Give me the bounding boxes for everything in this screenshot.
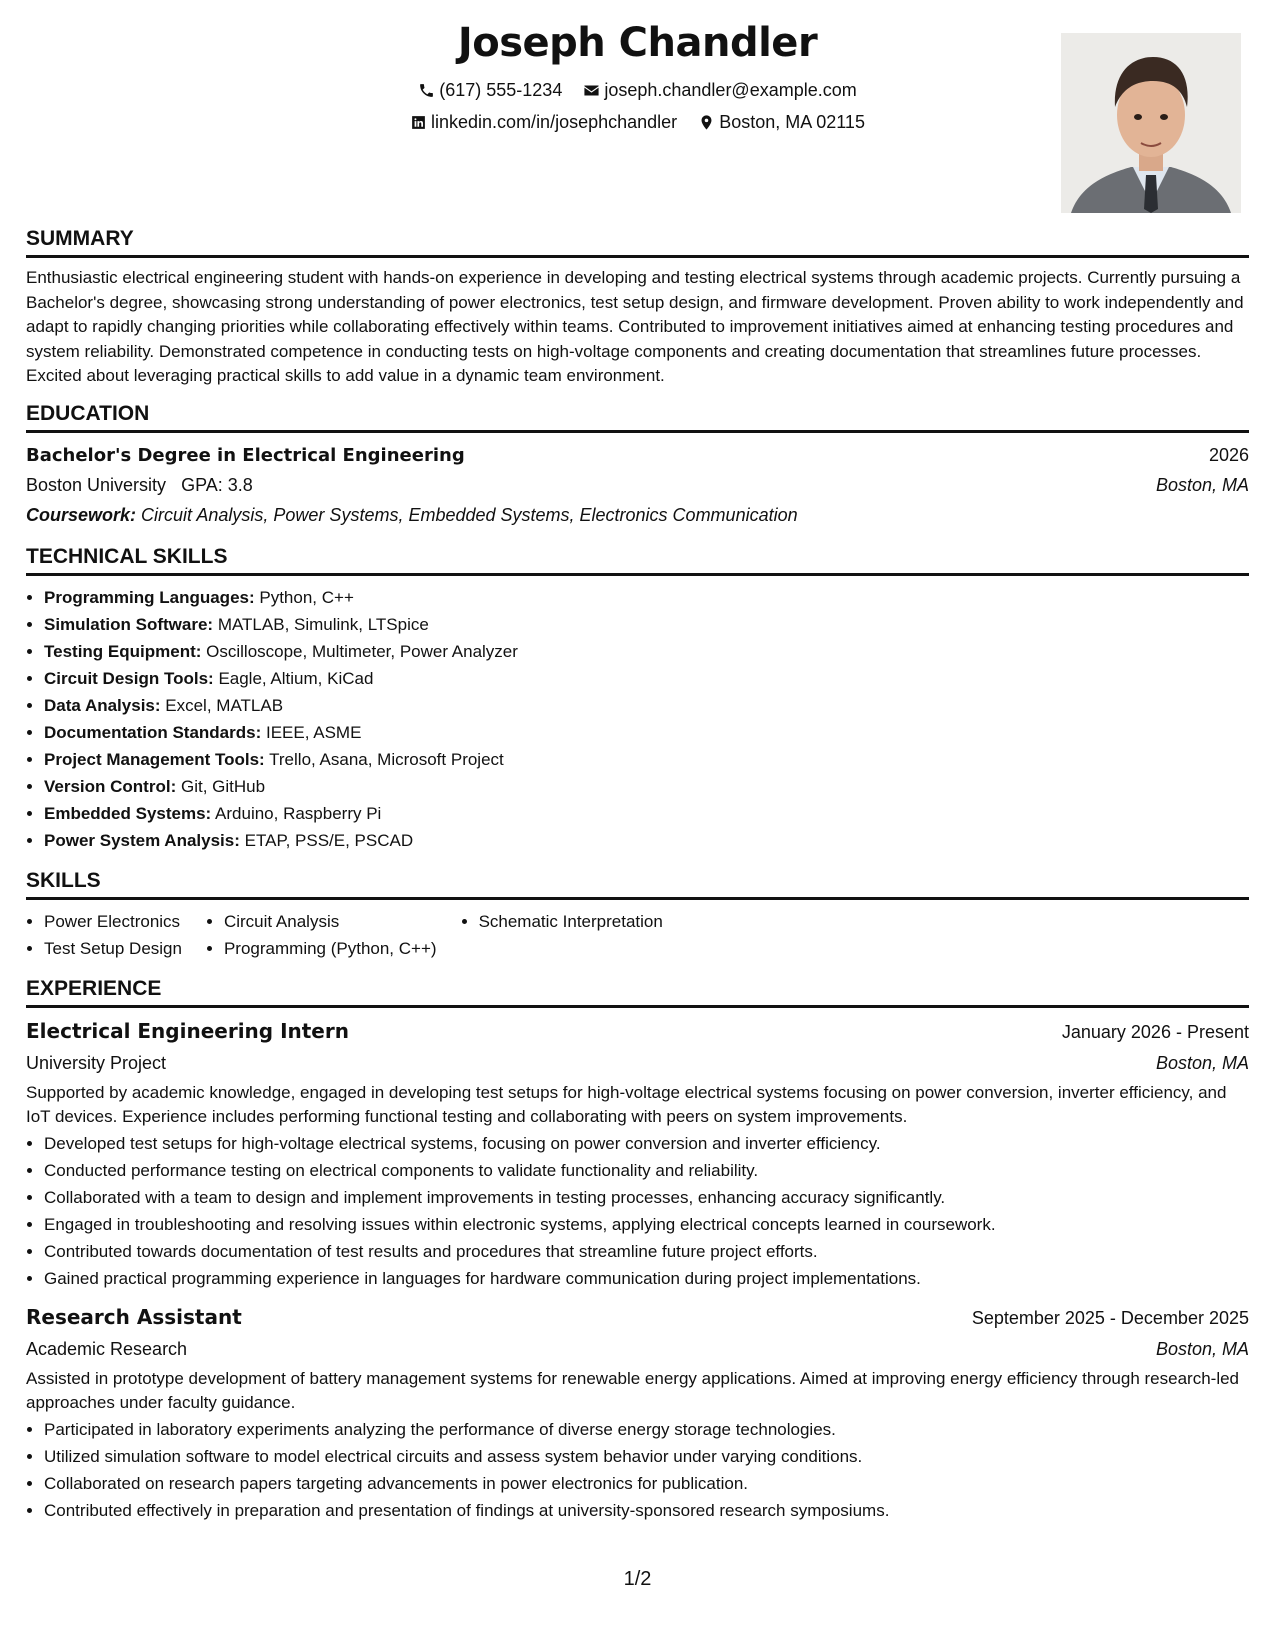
skills-column-1: [26, 908, 182, 962]
list-item: [44, 611, 1249, 638]
skill-label: Documentation Standards:: [44, 722, 262, 742]
list-item: • Utilized simulation software to model electrical circuits and assess system behavior under varying conditions.: [44, 1443, 1249, 1470]
skill-value: IEEE, ASME: [265, 722, 362, 742]
list-item: • Participated in laboratory experiments analyzing the performance of diverse energy storage technologies.: [44, 1416, 1249, 1443]
list-item: [44, 692, 1249, 719]
skill-value: Trello, Asana, Microsoft Project: [269, 749, 504, 769]
skill-label: Testing Equipment:: [44, 641, 202, 661]
profile-photo: [1061, 33, 1241, 213]
list-item: • Contributed effectively in preparation and presentation of findings at university-sponsored research symposiums.: [44, 1497, 1249, 1524]
gpa: GPA: 3.8: [181, 474, 253, 495]
list-item: [44, 827, 1249, 854]
list-item: [44, 665, 1249, 692]
list-item: • Programming (Python, C++): [224, 935, 437, 962]
list-item: • Collaborated on research papers targeting advancements in power electronics for publication.: [44, 1470, 1249, 1497]
location-text: Boston, MA 02115: [719, 112, 865, 132]
experience-heading: EXPERIENCE: [26, 976, 1249, 1008]
skill-value: MATLAB, Simulink, LTSpice: [217, 614, 429, 634]
job-org: Academic Research: [26, 1338, 188, 1359]
list-item: • Developed test setups for high-voltage electrical systems, focusing on power conversion and inverter efficiency.: [44, 1130, 1249, 1157]
list-item: • Conducted performance testing on electrical components to validate functionality and reliability.: [44, 1157, 1249, 1184]
skills-column-2: [206, 908, 437, 962]
technical-skills-section: [26, 544, 1249, 854]
coursework: [26, 500, 1249, 530]
skill-label: Power System Analysis:: [44, 830, 240, 850]
location-contact: [698, 112, 865, 133]
skill-label: Data Analysis:: [44, 695, 161, 715]
summary-heading: SUMMARY: [26, 226, 1249, 258]
list-item: • Engaged in troubleshooting and resolving issues within electronic systems, applying electrical concepts learned in coursework.: [44, 1211, 1249, 1238]
skill-value: Python, C++: [259, 587, 354, 607]
job-entry: [26, 1302, 1249, 1524]
list-item: [44, 584, 1249, 611]
summary-text: Enthusiastic electrical engineering student with hands-on experience in developing and testing electrical systems through academic projects. Currently pursuing a Bachelor's degree, showcasing strong understanding of power electronics, test setup design, and firmware development. Proven ability to work independently and adapt to rapidly changing priorities while collaborating effectively within teams. Contributed to improvement initiatives aimed at enhancing testing procedures and system reliability. Demonstrated competence in conducting tests on high-voltage components and creating documentation that streamlines future processes. Excited about leveraging practical skills to add value in a dynamic team environment.: [26, 268, 1244, 385]
skill-label: Circuit Design Tools:: [44, 668, 214, 688]
email-text: joseph.chandler@example.com: [604, 80, 857, 100]
job-title: Research Assistant: [26, 1304, 242, 1329]
list-item: [44, 746, 1249, 773]
skills-heading: SKILLS: [26, 868, 1249, 900]
education-heading: EDUCATION: [26, 401, 1249, 433]
envelope-icon: [583, 82, 600, 99]
skill-label: Version Control:: [44, 776, 177, 796]
experience-section: [26, 976, 1249, 1524]
skills-grid: [26, 908, 1249, 962]
email-contact[interactable]: [583, 80, 856, 101]
list-item: [44, 719, 1249, 746]
graduation-year: 2026: [1208, 444, 1249, 465]
coursework-list: Circuit Analysis, Power Systems, Embedded Systems, Electronics Communication: [141, 504, 798, 525]
list-item: • Contributed towards documentation of test results and procedures that streamline future project efforts.: [44, 1238, 1249, 1265]
skill-value: Eagle, Altium, KiCad: [218, 668, 374, 688]
list-item: [44, 800, 1249, 827]
list-item: • Collaborated with a team to design and implement improvements in testing processes, enhancing accuracy significantly.: [44, 1184, 1249, 1211]
list-item: • Power Electronics: [44, 908, 182, 935]
job-dates: September 2025 - December 2025: [971, 1307, 1249, 1328]
job-title: Electrical Engineering Intern: [26, 1018, 349, 1043]
school-name: Boston University: [26, 474, 167, 495]
skill-label: Embedded Systems:: [44, 803, 212, 823]
skills-column-3: [461, 908, 663, 962]
phone-contact: [418, 80, 562, 101]
candidate-name: Joseph Chandler: [457, 20, 818, 66]
degree-title: Bachelor's Degree in Electrical Engineering: [26, 444, 465, 466]
list-item: • Schematic Interpretation: [479, 908, 663, 935]
job-description: Assisted in prototype development of battery management systems for renewable energy applications. Aimed at improving energy efficiency through research-led approaches under faculty guidance.: [26, 1368, 1240, 1412]
list-item: [44, 773, 1249, 800]
linkedin-icon: [410, 114, 427, 131]
education-location: Boston, MA: [1155, 474, 1249, 495]
job-dates: January 2026 - Present: [1061, 1021, 1249, 1042]
job-location: Boston, MA: [1155, 1338, 1249, 1359]
phone-text: (617) 555-1234: [439, 80, 563, 100]
skill-value: Arduino, Raspberry Pi: [215, 803, 382, 823]
skill-label: Project Management Tools:: [44, 749, 265, 769]
linkedin-contact[interactable]: [410, 112, 677, 133]
skills-section: [26, 868, 1249, 962]
linkedin-text: linkedin.com/in/josephchandler: [431, 112, 678, 132]
list-item: • Test Setup Design: [44, 935, 182, 962]
job-bullets: [26, 1416, 1249, 1524]
skill-label: Simulation Software:: [44, 614, 214, 634]
education-section: [26, 401, 1249, 530]
coursework-label: Coursework:: [26, 504, 137, 525]
list-item: • Circuit Analysis: [224, 908, 437, 935]
job-entry: [26, 1016, 1249, 1292]
job-description: Supported by academic knowledge, engaged in developing test setups for high-voltage electrical systems focusing on power conversion, inverter efficiency, and IoT devices. Experience includes performing functional testing and collaborating with peers on system improvements.: [26, 1082, 1227, 1126]
technical-skills-heading: TECHNICAL SKILLS: [26, 544, 1249, 576]
list-item: [44, 638, 1249, 665]
map-pin-icon: [698, 114, 715, 131]
technical-skills-list: [26, 584, 1249, 854]
summary-section: [26, 226, 1249, 389]
list-item: • Gained practical programming experience in languages for hardware communication during project implementations.: [44, 1265, 1249, 1292]
phone-icon: [418, 82, 435, 99]
page-number: 1/2: [623, 1568, 652, 1590]
skill-value: Oscilloscope, Multimeter, Power Analyzer: [206, 641, 518, 661]
resume-header: [26, 0, 1249, 226]
job-org: University Project: [26, 1052, 167, 1073]
skill-value: ETAP, PSS/E, PSCAD: [244, 830, 414, 850]
skill-label: Programming Languages:: [44, 587, 255, 607]
job-location: Boston, MA: [1155, 1052, 1249, 1073]
skill-value: Excel, MATLAB: [165, 695, 284, 715]
skill-value: Git, GitHub: [180, 776, 266, 796]
job-bullets: [26, 1130, 1249, 1292]
